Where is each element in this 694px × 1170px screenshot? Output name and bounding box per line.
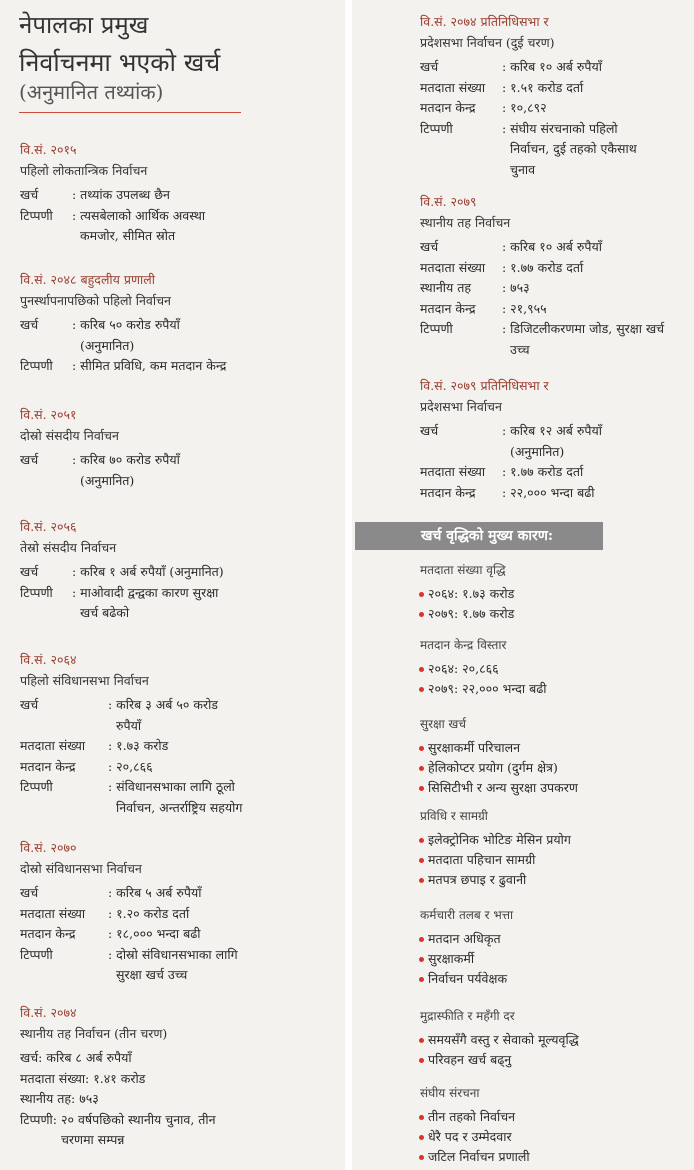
info-label: खर्च bbox=[20, 452, 39, 467]
cause-group bbox=[420, 806, 571, 890]
bullet-icon bbox=[419, 957, 424, 962]
info-row bbox=[420, 483, 685, 504]
info-label: मतदान केन्द्र bbox=[420, 484, 476, 500]
info-value bbox=[502, 483, 685, 504]
cause-item bbox=[420, 850, 571, 870]
cause-group bbox=[420, 560, 514, 624]
info-value-line: (अनुमानित) bbox=[80, 472, 135, 488]
cause-item bbox=[420, 949, 513, 969]
info-row bbox=[20, 583, 320, 624]
info-value-line: करिब ८ अर्ब रुपैयाँ bbox=[46, 1050, 132, 1065]
bullet-icon bbox=[419, 687, 424, 692]
section-election-name: दोस्रो संसदीय निर्वाचन bbox=[20, 427, 119, 443]
info-value-line: : १८,००० भन्दा बढी bbox=[108, 926, 201, 941]
cause-item bbox=[420, 758, 578, 778]
section-year: वि.सं. २०६४ bbox=[20, 652, 77, 667]
cause-item-text: इलेक्ट्रोनिक भोटिङ मेसिन प्रयोग bbox=[428, 832, 571, 847]
info-label: मतदान केन्द्र bbox=[420, 100, 476, 115]
info-label: मतदाता संख्या bbox=[420, 259, 486, 275]
info-row bbox=[20, 883, 320, 904]
info-value bbox=[72, 450, 320, 491]
info-value-line: : संविधानसभाका लागि ठूलो bbox=[108, 779, 235, 794]
info-value-line: उच्च bbox=[510, 341, 530, 357]
info-value-line: : दोस्रो संविधानसभाका लागि bbox=[108, 946, 238, 962]
info-row bbox=[20, 1089, 320, 1110]
bullet-icon bbox=[419, 786, 424, 791]
info-row bbox=[420, 98, 685, 119]
info-row bbox=[20, 945, 320, 986]
cause-group bbox=[420, 1083, 530, 1167]
info-value-line: : करिब ७० करोड रुपैयाँ bbox=[72, 452, 180, 467]
info-row bbox=[420, 78, 685, 99]
left-section-5 bbox=[20, 838, 320, 986]
title-line-1: नेपालका प्रमुख bbox=[19, 11, 149, 39]
info-value-line: २० वर्षपछिको स्थानीय चुनाव, तीन bbox=[60, 1111, 216, 1127]
cause-item-text: समयसँगै वस्तु र सेवाको मूल्यवृद्धि bbox=[428, 1032, 579, 1047]
cause-item-text: जटिल निर्वाचन प्रणाली bbox=[428, 1149, 530, 1164]
cause-item-text: सुरक्षाकर्मी bbox=[428, 951, 475, 966]
info-value bbox=[108, 904, 320, 925]
info-value-line: : करिब १ अर्ब रुपैयाँ (अनुमानित) bbox=[72, 564, 224, 579]
cause-item bbox=[420, 778, 578, 798]
info-label: स्थानीय तह bbox=[420, 280, 471, 295]
cause-item-text: २०६४: १.७३ करोड bbox=[428, 586, 515, 601]
bullet-icon bbox=[419, 937, 424, 942]
cause-item-text: तीन तहको निर्वाचन bbox=[428, 1109, 516, 1124]
info-value bbox=[108, 736, 320, 757]
section-year: वि.सं. २०७९ प्रतिनिधिसभा र bbox=[420, 378, 549, 393]
info-value-line: सुरक्षा खर्च उच्च bbox=[116, 967, 188, 982]
info-value-line: : करिब ५ अर्ब रुपैयाँ bbox=[108, 885, 202, 900]
info-value bbox=[502, 278, 685, 299]
info-label: मतदान केन्द्र bbox=[20, 758, 76, 774]
info-row bbox=[20, 1110, 320, 1151]
info-row bbox=[20, 356, 320, 377]
info-value-line: कमजोर, सीमित स्रोत bbox=[80, 228, 176, 243]
section-year: वि.सं. २०७० bbox=[20, 840, 77, 855]
info-value bbox=[502, 462, 685, 483]
cause-group bbox=[420, 635, 547, 699]
info-row bbox=[20, 206, 320, 247]
info-value-line: : संघीय संरचनाको पहिलो bbox=[502, 120, 618, 136]
cause-item-text: मतपत्र छपाइ र ढुवानी bbox=[428, 872, 527, 887]
cause-item bbox=[420, 1107, 530, 1127]
bullet-icon bbox=[419, 1155, 424, 1160]
info-row bbox=[20, 185, 320, 206]
cause-item bbox=[420, 584, 514, 604]
section-election-name: पुनर्स्थापनापछिको पहिलो निर्वाचन bbox=[20, 292, 171, 308]
info-value-line: : त्यसबेलाको आर्थिक अवस्था bbox=[72, 207, 206, 223]
bullet-icon bbox=[419, 612, 424, 617]
info-row bbox=[420, 278, 685, 299]
info-value-line: : करिब ३ अर्ब ५० करोड bbox=[108, 697, 218, 712]
bullet-icon bbox=[419, 766, 424, 771]
info-value-line: : २०,८६६ bbox=[108, 758, 153, 774]
bullet-icon bbox=[419, 746, 424, 751]
info-value bbox=[502, 319, 685, 360]
cause-item-text: २०७९: १.७७ करोड bbox=[428, 606, 515, 621]
info-row bbox=[420, 57, 685, 78]
info-value bbox=[502, 299, 685, 320]
bullet-icon bbox=[419, 592, 424, 597]
info-row bbox=[420, 421, 685, 462]
info-value bbox=[46, 1048, 320, 1069]
info-row bbox=[20, 736, 320, 757]
cause-item bbox=[420, 679, 547, 699]
title-divider bbox=[19, 112, 241, 113]
bullet-icon bbox=[419, 1135, 424, 1140]
section-election-name: पहिलो संविधानसभा निर्वाचन bbox=[20, 672, 149, 688]
info-value-line: : करिब १२ अर्ब रुपैयाँ bbox=[502, 423, 602, 438]
info-value-line: : करिब ५० करोड रुपैयाँ bbox=[72, 317, 180, 332]
cause-item bbox=[420, 1127, 530, 1147]
info-label: मतदाता संख्या bbox=[420, 79, 486, 95]
info-value-line: रुपैयाँ bbox=[116, 717, 142, 733]
info-value bbox=[502, 421, 685, 462]
info-value bbox=[72, 583, 320, 624]
cause-heading: सुरक्षा खर्च bbox=[420, 717, 466, 731]
cause-item bbox=[420, 1050, 579, 1070]
bullet-icon bbox=[419, 667, 424, 672]
cause-item bbox=[420, 929, 513, 949]
cause-item-text: सुरक्षाकर्मी परिचालन bbox=[428, 740, 521, 755]
info-row bbox=[420, 462, 685, 483]
info-label: टिप्पणी: bbox=[20, 1111, 57, 1127]
info-label: खर्च bbox=[20, 564, 39, 579]
cause-item-text: २०७९: २२,००० भन्दा बढी bbox=[428, 681, 547, 696]
cause-item bbox=[420, 1030, 579, 1050]
info-value-line: : सीमित प्रविधि, कम मतदान केन्द्र bbox=[72, 358, 227, 373]
info-row bbox=[20, 777, 320, 818]
section-election-name: दोस्रो संविधानसभा निर्वाचन bbox=[20, 860, 142, 876]
bullet-icon bbox=[419, 878, 424, 883]
title-line-2: निर्वाचनमा भएको खर्च bbox=[19, 48, 221, 77]
info-value-line: निर्वाचन, दुई तहको एकैसाथ bbox=[510, 141, 637, 156]
info-value-line: चुनाव bbox=[510, 161, 536, 177]
info-value-line: १.४१ करोड bbox=[93, 1070, 146, 1086]
info-row bbox=[420, 258, 685, 279]
section-year: वि.सं. २०५१ bbox=[20, 407, 77, 422]
info-value-line: : ७५३ bbox=[502, 280, 530, 295]
info-value-line: निर्वाचन, अन्तर्राष्ट्रिय सहयोग bbox=[116, 799, 243, 815]
page-title bbox=[19, 10, 220, 78]
cause-item-text: धेरै पद र उम्मेदवार bbox=[428, 1129, 512, 1144]
info-value-line: खर्च बढेको bbox=[80, 605, 130, 620]
info-value bbox=[502, 78, 685, 99]
info-label: स्थानीय तह: bbox=[20, 1091, 76, 1106]
section-year: वि.सं. २०४८ बहुदलीय प्रणाली bbox=[20, 272, 155, 287]
bullet-icon bbox=[419, 1038, 424, 1043]
section-election-name: प्रदेशसभा निर्वाचन bbox=[420, 398, 502, 414]
info-value-line: : डिजिटलीकरणमा जोड, सुरक्षा खर्च bbox=[502, 321, 665, 336]
info-label: खर्च bbox=[420, 423, 439, 438]
cause-item bbox=[420, 969, 513, 989]
info-row bbox=[420, 299, 685, 320]
info-label: मतदाता संख्या bbox=[20, 905, 86, 921]
info-label: खर्च bbox=[420, 59, 439, 74]
section-year: वि.सं. २०७९ bbox=[420, 194, 477, 209]
info-value-line: : २२,००० भन्दा बढी bbox=[502, 484, 595, 500]
info-value-line: (अनुमानित) bbox=[80, 337, 135, 353]
info-label: खर्च bbox=[20, 697, 39, 712]
info-value bbox=[502, 98, 685, 119]
info-row bbox=[20, 1048, 320, 1069]
info-label: टिप्पणी bbox=[20, 358, 53, 373]
right-section-2 bbox=[420, 376, 685, 503]
section-election-name: स्थानीय तह निर्वाचन bbox=[420, 214, 511, 230]
info-value-line: : १.७७ करोड दर्ता bbox=[502, 259, 584, 275]
info-value bbox=[108, 883, 320, 904]
cause-item-text: हेलिकोप्टर प्रयोग (दुर्गम क्षेत्र) bbox=[428, 760, 558, 775]
info-row bbox=[420, 119, 685, 181]
info-label: मतदाता संख्या bbox=[20, 738, 86, 753]
info-value bbox=[502, 119, 685, 181]
info-row bbox=[20, 757, 320, 778]
info-label: खर्च: bbox=[20, 1050, 43, 1065]
subtitle: (अनुमानित तथ्यांक) bbox=[19, 80, 164, 104]
section-year: वि.सं. २०१५ bbox=[20, 142, 77, 157]
info-value-line: : माओवादी द्वन्द्वका कारण सुरक्षा bbox=[72, 584, 219, 600]
info-value bbox=[108, 695, 320, 736]
info-row bbox=[20, 1069, 320, 1090]
info-label: खर्च bbox=[20, 187, 39, 202]
left-section-0 bbox=[20, 140, 320, 247]
info-value-line: : करिब १० अर्ब रुपैयाँ bbox=[502, 59, 602, 74]
info-row bbox=[420, 319, 685, 360]
info-label: टिप्पणी bbox=[20, 584, 53, 600]
cause-heading: प्रविधि र सामग्री bbox=[420, 809, 488, 823]
info-row bbox=[20, 562, 320, 583]
cause-item bbox=[420, 870, 571, 890]
cause-item bbox=[420, 738, 578, 758]
info-label: मतदाता संख्या: bbox=[20, 1070, 90, 1086]
info-label: टिप्पणी bbox=[420, 321, 453, 336]
cause-item bbox=[420, 1147, 530, 1167]
cause-heading: मतदान केन्द्र विस्तार bbox=[420, 638, 507, 652]
info-value bbox=[72, 206, 320, 247]
cause-group bbox=[420, 1006, 579, 1070]
cause-heading: मुद्रास्फीति र महँगी दर bbox=[420, 1009, 515, 1023]
info-value-line: : १.५१ करोड दर्ता bbox=[502, 79, 584, 95]
info-value bbox=[72, 356, 320, 377]
info-row bbox=[20, 924, 320, 945]
info-value-line: : करिब १० अर्ब रुपैयाँ bbox=[502, 239, 602, 254]
info-value bbox=[108, 945, 320, 986]
cause-item-text: निर्वाचन पर्यवेक्षक bbox=[428, 971, 508, 986]
cause-item bbox=[420, 659, 547, 679]
left-section-4 bbox=[20, 650, 320, 818]
info-label: टिप्पणी bbox=[20, 779, 53, 794]
causes-banner: खर्च वृद्धिको मुख्य कारण: bbox=[355, 522, 603, 550]
info-value bbox=[79, 1089, 320, 1110]
right-section-0 bbox=[420, 12, 685, 180]
info-label: खर्च bbox=[420, 239, 439, 254]
section-year: वि.सं. २०५६ bbox=[20, 519, 77, 534]
cause-item-text: मतदाता पहिचान सामग्री bbox=[428, 852, 536, 867]
info-value bbox=[61, 1110, 320, 1151]
section-election-name: प्रदेशसभा निर्वाचन (दुई चरण) bbox=[420, 34, 555, 50]
info-value-line: : १.७३ करोड bbox=[108, 738, 169, 753]
section-election-name: स्थानीय तह निर्वाचन (तीन चरण) bbox=[20, 1025, 168, 1041]
bullet-icon bbox=[419, 858, 424, 863]
info-value bbox=[502, 237, 685, 258]
info-label: टिप्पणी bbox=[20, 207, 53, 223]
info-value bbox=[72, 185, 320, 206]
info-value-line: : १०,८९२ bbox=[502, 100, 547, 115]
cause-group bbox=[420, 714, 578, 798]
info-value-line: : २१,९५५ bbox=[502, 300, 547, 316]
info-value-line: : १.७७ करोड दर्ता bbox=[502, 464, 584, 479]
section-year: वि.सं. २०७४ प्रतिनिधिसभा र bbox=[420, 14, 549, 29]
left-section-2 bbox=[20, 405, 320, 491]
bullet-icon bbox=[419, 1058, 424, 1063]
info-value bbox=[93, 1069, 320, 1090]
info-label: मतदान केन्द्र bbox=[20, 926, 76, 941]
section-election-name: पहिलो लोकतान्त्रिक निर्वाचन bbox=[20, 162, 148, 178]
section-election-name: तेस्रो संसदीय निर्वाचन bbox=[20, 539, 117, 555]
info-value bbox=[502, 57, 685, 78]
bullet-icon bbox=[419, 838, 424, 843]
info-value-line: (अनुमानित) bbox=[510, 443, 565, 459]
info-row bbox=[20, 904, 320, 925]
info-row bbox=[20, 450, 320, 491]
info-value-line: चरणमा सम्पन्न bbox=[60, 1132, 125, 1147]
info-row bbox=[420, 237, 685, 258]
info-label: टिप्पणी bbox=[20, 946, 53, 962]
info-value bbox=[72, 562, 320, 583]
cause-group bbox=[420, 905, 513, 989]
info-value bbox=[72, 315, 320, 356]
cause-heading: मतदाता संख्या वृद्धि bbox=[420, 563, 506, 577]
info-label: मतदान केन्द्र bbox=[420, 300, 476, 316]
cause-item-text: मतदान अधिकृत bbox=[428, 931, 501, 946]
info-value bbox=[108, 924, 320, 945]
info-label: खर्च bbox=[20, 885, 39, 900]
info-row bbox=[20, 315, 320, 356]
left-section-1 bbox=[20, 270, 320, 377]
info-label: मतदाता संख्या bbox=[420, 464, 486, 479]
left-section-3 bbox=[20, 517, 320, 624]
cause-item-text: परिवहन खर्च बढ्नु bbox=[428, 1052, 512, 1067]
cause-item-text: सिसिटीभी र अन्य सुरक्षा उपकरण bbox=[428, 780, 578, 795]
bullet-icon bbox=[419, 977, 424, 982]
right-section-1 bbox=[420, 192, 685, 360]
cause-item bbox=[420, 604, 514, 624]
cause-heading: कर्मचारी तलब र भत्ता bbox=[420, 908, 514, 922]
info-value bbox=[108, 777, 320, 818]
info-row bbox=[20, 695, 320, 736]
left-section-6 bbox=[20, 1003, 320, 1151]
bullet-icon bbox=[419, 1115, 424, 1120]
cause-heading: संघीय संरचना bbox=[420, 1086, 480, 1100]
section-year: वि.सं. २०७४ bbox=[20, 1005, 77, 1020]
cause-item bbox=[420, 830, 571, 850]
info-label: टिप्पणी bbox=[420, 120, 453, 136]
info-value-line: : तथ्यांक उपलब्ध छैन bbox=[72, 187, 170, 202]
cause-item-text: २०६४: २०,८६६ bbox=[428, 661, 499, 676]
info-label: खर्च bbox=[20, 317, 39, 332]
info-value bbox=[502, 258, 685, 279]
info-value-line: ७५३ bbox=[79, 1091, 99, 1106]
info-value-line: : १.२० करोड दर्ता bbox=[108, 905, 190, 921]
info-value bbox=[108, 757, 320, 778]
